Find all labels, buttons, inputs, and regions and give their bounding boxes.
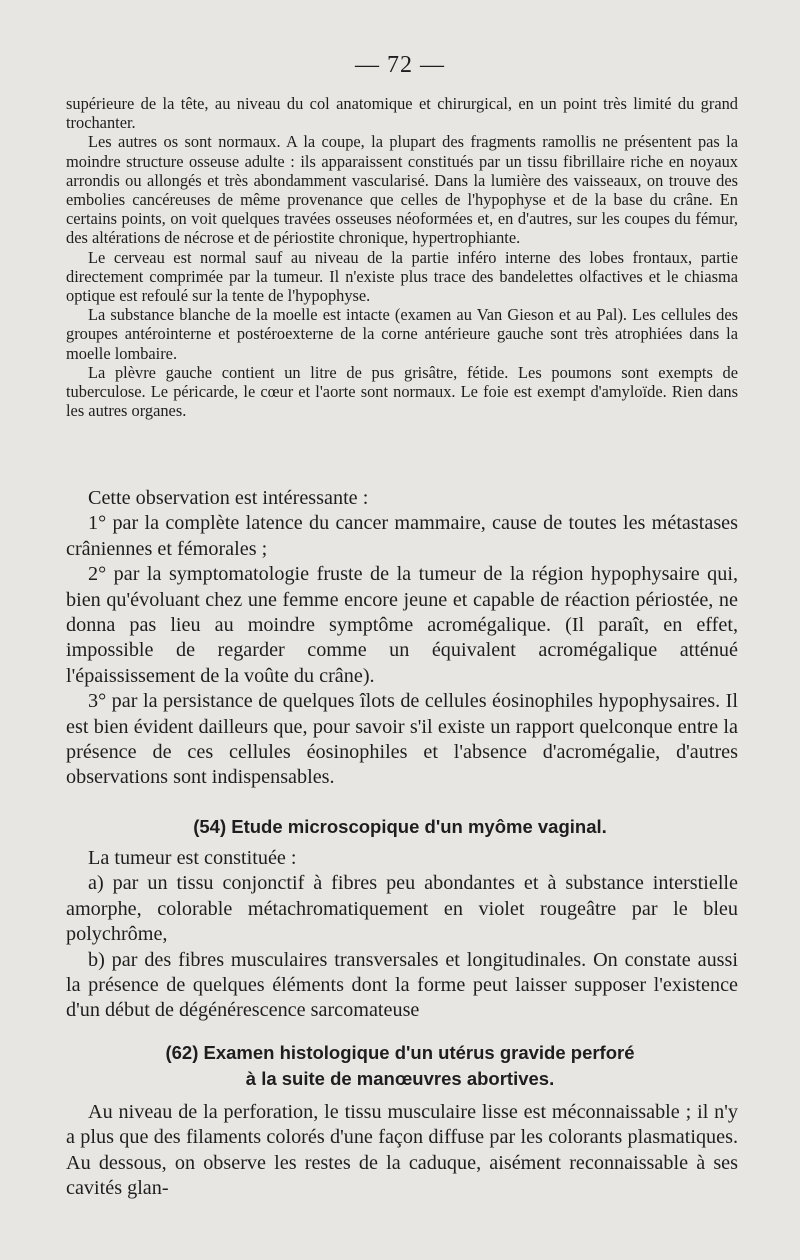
page-number: — 72 — [355, 52, 445, 78]
paragraph: 3° par la persistance de quelques îlots de cellules éosinophiles hypophysaires. Il est bien évident dailleurs que, pour savoir s'il existe un rapport quelconque entre la présence de ces cellules éosinophiles et l'absence d'acromégalie, d'autres observations sont indispensables. [66, 690, 738, 789]
paragraph: 1° par la complète latence du cancer mammaire, cause de toutes les métastases crâniennes et fémorales ; [66, 512, 738, 560]
observation-summary-block [66, 486, 738, 791]
paragraph: Les autres os sont normaux. A la coupe, la plupart des fragments ramollis ne présentent pas la moindre structure osseuse adulte : ils apparaissent constitués par un tissu fibrillaire riche en noyaux arrondis ou allongés et très abondamment vascularisé. Dans la lumière des vaisseaux, on trouve des embolies cancéreuses de même provenance que celles de l'hypophyse et de la base du crâne. En certains points, on voit quelques travées osseuses néoformées et, en d'autres, sur les coupes du fémur, des altérations de nécrose et de périostite chronique, hypertrophiante. [66, 132, 738, 248]
paragraph: Cette observation est intéressante : [88, 487, 369, 509]
paragraph: Le cerveau est normal sauf au niveau de la partie inféro interne des lobes frontaux, partie directement comprimée par la tumeur. Il n'existe plus trace des bandelettes olfactives et le chiasma optique est refoulé sur la tente de l'hypophyse. [66, 247, 738, 306]
paragraph: a) par un tissu conjonctif à fibres peu abondantes et à substance interstielle amorphe, colorable métachromatiquement en violet rougeâtre par le bleu polychrôme, [66, 872, 738, 946]
section-heading: (54) Etude microscopique d'un myôme vaginal. [193, 816, 607, 837]
uterus-block [66, 1100, 738, 1202]
paragraph: b) par des fibres musculaires transversales et longitudinales. On constate aussi la présence de quelques éléments dont la forme peut laisser supposer l'existence d'un début de dégénérescence sarcomateuse [66, 948, 738, 1022]
section-heading-continued: à la suite de manœuvres abortives. [245, 1068, 555, 1089]
paragraph: La plèvre gauche contient un litre de pus grisâtre, fétide. Les poumons sont exempts de tuberculose. Le péricarde, le cœur et l'aorte sont normaux. Le foie est exempt d'amyloïde. Rien dans les autres organes. [66, 362, 738, 421]
pathology-findings-block [66, 94, 738, 420]
myoma-block [66, 846, 738, 1024]
paragraph: Au niveau de la perforation, le tissu musculaire lisse est méconnaissable ; il n'y a plus que des filaments colorés d'une façon diffuse par les colorants plasmatiques. Au dessous, on observe les restes de la caduque, aisément reconnaissable à ses cavités glan- [66, 1101, 738, 1200]
paragraph: 2° par la symptomatologie fruste de la tumeur de la région hypophysaire qui, bien qu'évoluant chez une femme encore jeune et capable de réaction périostée, ne donna pas lieu au moindre symptôme acromégalique. (Il paraît, en effet, impossible de regarder comme un équivalent acromégalique atténué l'épaississement de la voûte du crâne). [66, 563, 738, 687]
paragraph: La tumeur est constituée : [88, 847, 297, 869]
section-heading: (62) Examen histologique d'un utérus gravide perforé [165, 1042, 635, 1063]
paragraph: La substance blanche de la moelle est intacte (examen au Van Gieson et au Pal). Les cellules des groupes antérointerne et postéroexterne de la corne antérieure gauche sont très atrophiées dans la moelle lombaire. [66, 305, 738, 363]
paragraph: supérieure de la tête, au niveau du col anatomique et chirurgical, en un point très limité du grand trochanter. [66, 94, 738, 133]
